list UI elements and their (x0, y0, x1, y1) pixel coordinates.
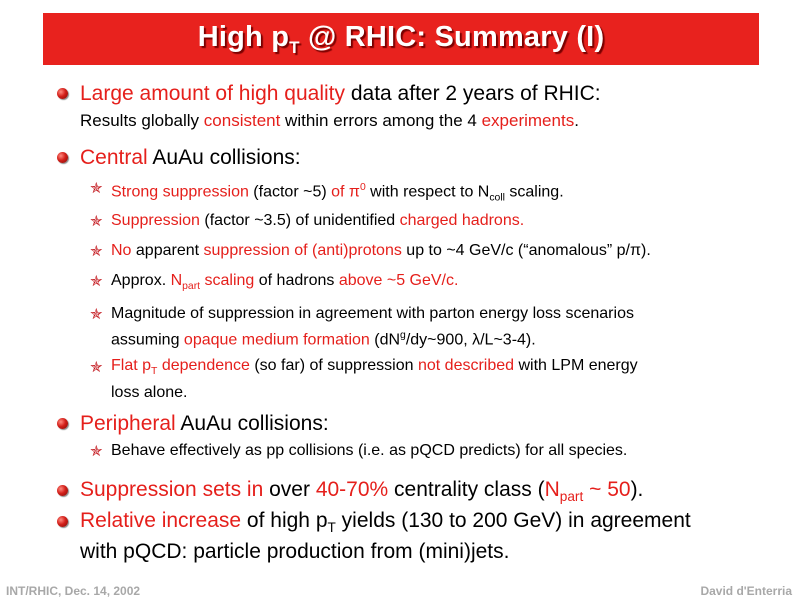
footer-author: David d'Enterria (700, 584, 792, 598)
sub-bullet-charged-hadrons: Suppression (factor ~3.5) of unidentified charged hadrons. (111, 212, 525, 229)
bullet-data-quality: Large amount of high quality data after 2 years of RHIC: (80, 82, 601, 105)
sub-bullet-pp-like: Behave effectively as pp collisions (i.e. as pQCD predicts) for all species. (111, 442, 628, 459)
red-ball-bullet-icon (57, 418, 68, 429)
slide-title: High $p_T$ @ RHIC: Summary (I) (197, 20, 605, 57)
red-ball-bullet-icon (57, 485, 68, 496)
star-bullet-icon: ✯ (90, 180, 103, 197)
sub-bullet-parton-energy-loss-cont: assuming opaque medium formation ($dN^g/dy\sim 900$, λ/L~3-4). (111, 330, 536, 349)
star-bullet-icon: ✯ (90, 213, 103, 230)
bullet-relative-increase-cont: with pQCD: particle production from (mini)jets. (80, 540, 510, 563)
star-bullet-icon: ✯ (90, 359, 103, 376)
bullet-data-quality-detail: Results globally consistent within errors among the 4 experiments. (80, 111, 579, 130)
bullet-relative-increase: Relative increase of high $p_T$ yields (130 to 200 GeV) in agreement (80, 509, 691, 536)
bullet-central-auau: Central AuAu collisions: (80, 146, 301, 169)
bullet-peripheral-auau: Peripheral AuAu collisions: (80, 412, 329, 435)
title-bar (43, 13, 759, 65)
red-ball-bullet-icon (57, 152, 68, 163)
sub-bullet-parton-energy-loss: Magnitude of suppression in agreement with parton energy loss scenarios (111, 305, 634, 322)
footer-venue-date: INT/RHIC, Dec. 14, 2002 (6, 584, 141, 598)
sub-bullet-antiprotons: No apparent suppression of (anti)protons up to ~4 GeV/c (“anomalous” p/π). (111, 242, 651, 259)
red-ball-bullet-icon (57, 88, 68, 99)
star-bullet-icon: ✯ (90, 273, 103, 290)
sub-bullet-strong-suppression: Strong suppression (factor ~5) of $\pi^0$ with respect to $N_{coll}$ scaling. (111, 182, 564, 204)
sub-bullet-npart-scaling: Approx. $N_{part}$ scaling of hadrons above ~5 GeV/c. (111, 272, 459, 293)
star-bullet-icon: ✯ (90, 443, 103, 460)
star-bullet-icon: ✯ (90, 243, 103, 260)
bullet-suppression-onset: Suppression sets in over 40-70% centrality class ($N_{part}$ ~ 50). (80, 478, 644, 505)
sub-bullet-flat-pt: Flat $p_T$ dependence (so far) of suppression not described with LPM energy (111, 357, 638, 378)
red-ball-bullet-icon (57, 516, 68, 527)
sub-bullet-flat-pt-cont: loss alone. (111, 384, 188, 401)
star-bullet-icon: ✯ (90, 306, 103, 323)
